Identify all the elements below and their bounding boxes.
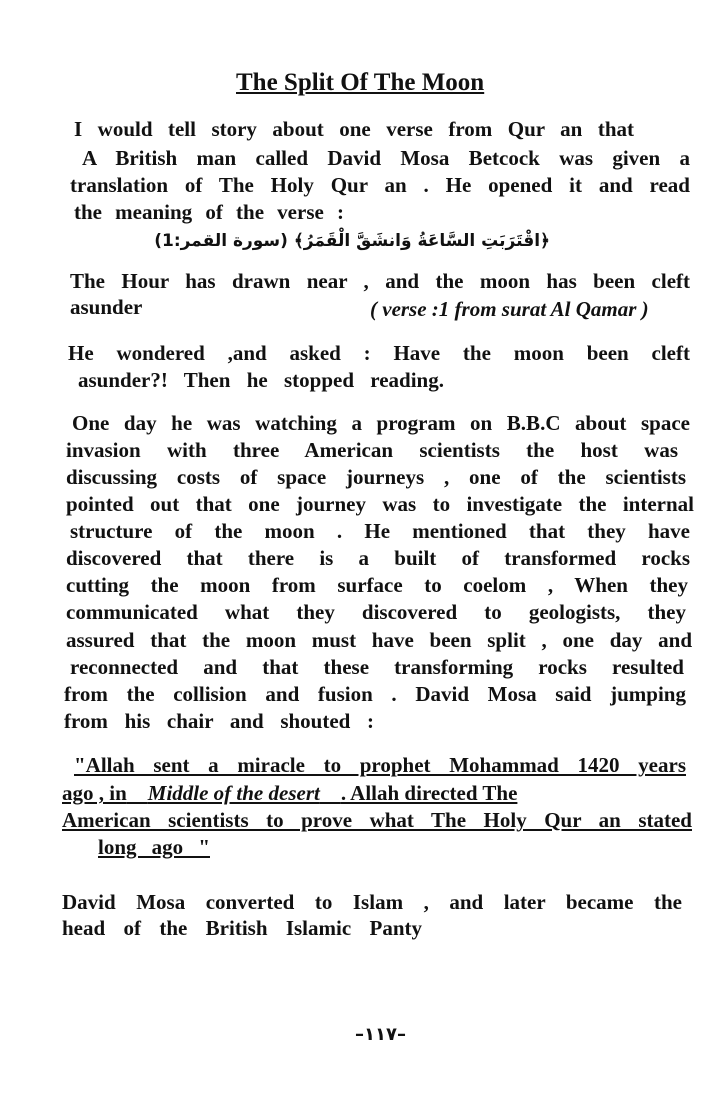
story-line: discussing costs of space journeys , one of the scientists (66, 465, 686, 489)
story-line: pointed out that one journey was to investigate the internal (66, 492, 694, 516)
quote-line-1: "Allah sent a miracle to prophet Mohammad 1420 years (74, 753, 686, 777)
verse-reference: ( verse :1 from surat Al Qamar ) (370, 297, 649, 321)
story-line: communicated what they discovered to geologists, they (66, 600, 686, 624)
quote-text: ago , in (62, 781, 127, 805)
quote-line-4: long ago " (98, 835, 210, 859)
intro-line-4: the meaning of the verse : (74, 200, 344, 224)
story-line: assured that the moon must have been split , one day and (66, 628, 692, 652)
story-line: One day he was watching a program on B.B.C about space (72, 411, 690, 435)
conclusion-line-1: David Mosa converted to Islam , and later became the (62, 890, 682, 914)
story-line: discovered that there is a built of transformed rocks (66, 546, 690, 570)
quote-line-2 (62, 780, 690, 806)
quote-emphasis: Middle of the desert (147, 781, 320, 805)
story-line: structure of the moon . He mentioned that they have (70, 519, 690, 543)
page-title: The Split Of The Moon (236, 69, 485, 96)
wondered-line-2: asunder?! Then he stopped reading. (78, 368, 444, 392)
story-line: from the collision and fusion . David Mosa said jumping (64, 682, 686, 706)
story-line: invasion with three American scientists the host was (66, 438, 678, 462)
page-number: –١١٧– (355, 1024, 406, 1045)
quote-text: . Allah directed The (340, 781, 518, 805)
intro-line-2: A British man called David Mosa Betcock was given a (82, 146, 690, 170)
arabic-verse: ﴿اقْتَرَبَتِ السَّاعَةُ وَانشَقَّ الْقَمَرُ﴾ (سورة القمر:1) (154, 231, 550, 251)
story-line: reconnected and that these transforming rocks resulted (70, 655, 684, 679)
translation-line-1: The Hour has drawn near , and the moon has been cleft (70, 269, 690, 293)
quote-line-3: American scientists to prove what The Holy Qur an stated (62, 808, 692, 832)
intro-line-1: I would tell story about one verse from Qur an that (74, 117, 634, 141)
wondered-line-1: He wondered ,and asked : Have the moon been cleft (68, 341, 690, 365)
intro-line-3: translation of The Holy Qur an . He opened it and read (70, 173, 690, 197)
translation-line-2: asunder (70, 295, 143, 319)
story-line: from his chair and shouted : (64, 709, 374, 733)
story-line: cutting the moon from surface to coelom , When they (66, 573, 688, 597)
conclusion-line-2: head of the British Islamic Panty (62, 916, 422, 940)
